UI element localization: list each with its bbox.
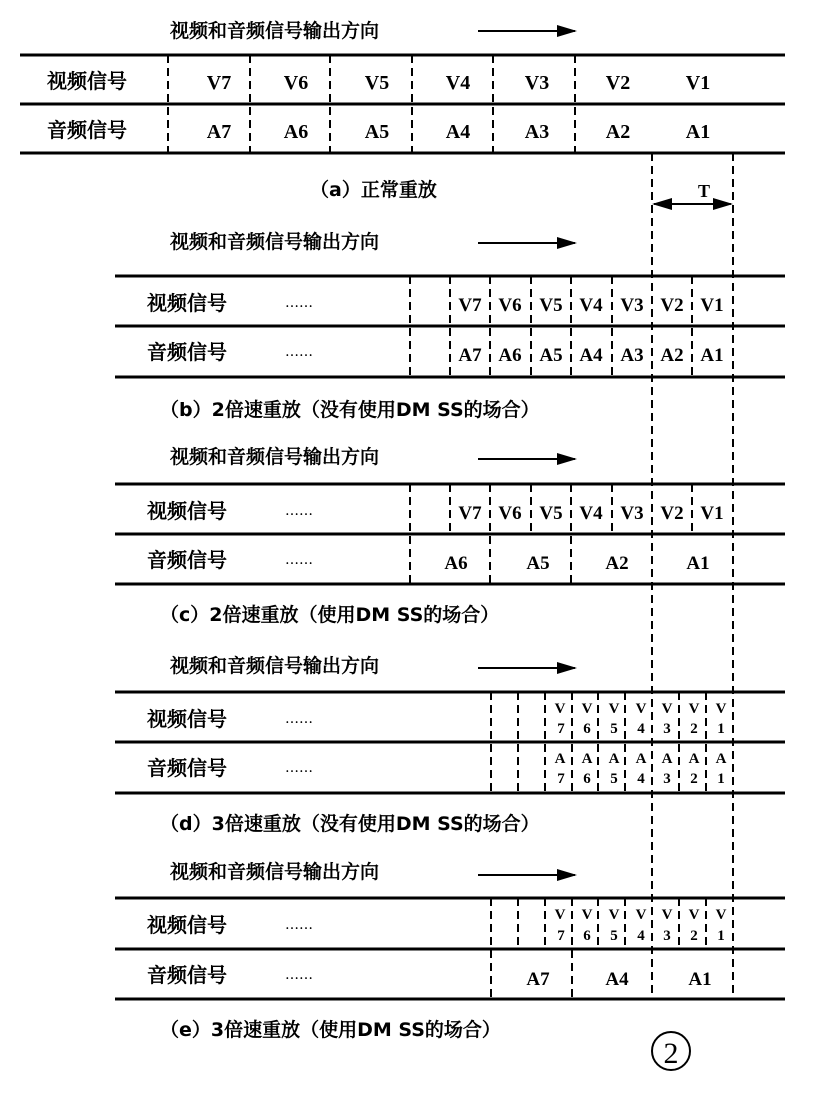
svg-text:V: V: [688, 907, 700, 923]
direction-label: 视频和音频信号输出方向: [170, 20, 380, 42]
svg-text:A1: A1: [686, 553, 710, 574]
svg-text:V5: V5: [539, 503, 563, 524]
row-label-audio: 音频信号: [147, 963, 227, 987]
svg-text:V7: V7: [458, 295, 482, 316]
svg-text:5: 5: [610, 928, 618, 944]
svg-text:7: 7: [557, 721, 565, 737]
row-label-audio: 音频信号: [147, 340, 227, 364]
panel-caption: （a）正常重放: [310, 179, 437, 201]
row-label-video: 视频信号: [147, 913, 227, 937]
svg-text:1: 1: [717, 721, 725, 737]
panel-caption: （b）2倍速重放（没有使用DM SS的场合）: [160, 399, 540, 421]
svg-text:A7: A7: [458, 345, 482, 366]
panel-caption: （d）3倍速重放（没有使用DM SS的场合）: [160, 813, 540, 835]
svg-text:V: V: [554, 701, 566, 717]
svg-text:V7: V7: [458, 503, 482, 524]
svg-text:A6: A6: [444, 553, 468, 574]
svg-text:V: V: [581, 907, 593, 923]
svg-text:V: V: [715, 701, 727, 717]
svg-text:1: 1: [717, 928, 725, 944]
svg-text:V: V: [635, 701, 647, 717]
direction-label: 视频和音频信号输出方向: [170, 231, 380, 253]
cell-audio: A7: [206, 121, 232, 143]
svg-text:V6: V6: [498, 295, 522, 316]
svg-text:A1: A1: [700, 345, 724, 366]
svg-text:7: 7: [557, 928, 565, 944]
cell-audio: A6: [283, 121, 309, 143]
svg-text:A: A: [715, 751, 727, 767]
svg-text:3: 3: [663, 928, 671, 944]
row-label-video: 视频信号: [147, 291, 227, 315]
cell-audio: A3: [524, 121, 550, 143]
svg-text:A4: A4: [605, 969, 629, 990]
svg-text:A1: A1: [688, 969, 712, 990]
ellipsis: ……: [285, 711, 313, 727]
row-label-audio: 音频信号: [147, 756, 227, 780]
svg-text:2: 2: [690, 721, 698, 737]
cell-video: V5: [364, 72, 390, 94]
svg-text:V: V: [608, 907, 620, 923]
svg-text:6: 6: [583, 928, 591, 944]
svg-text:6: 6: [583, 721, 591, 737]
svg-text:V: V: [661, 701, 673, 717]
svg-text:A6: A6: [498, 345, 522, 366]
svg-text:V: V: [608, 701, 620, 717]
svg-text:A: A: [661, 751, 673, 767]
svg-text:V3: V3: [620, 295, 644, 316]
cell-audio: A1: [685, 121, 711, 143]
svg-text:2: 2: [690, 928, 698, 944]
row-label-audio: 音频信号: [147, 548, 227, 572]
panel-d: [115, 654, 785, 835]
panel-d-video-cells: [555, 701, 727, 737]
panel-e-video-cells: [555, 907, 727, 944]
svg-text:5: 5: [610, 771, 618, 787]
cell-video: V4: [445, 72, 471, 94]
cell-audio: A5: [364, 121, 390, 143]
direction-label: 视频和音频信号输出方向: [170, 861, 380, 883]
svg-text:V: V: [688, 701, 700, 717]
svg-text:V1: V1: [700, 503, 724, 524]
row-label-video: 视频信号: [47, 69, 127, 93]
panel-b: [115, 230, 785, 421]
svg-text:V1: V1: [700, 295, 724, 316]
svg-text:A2: A2: [660, 345, 684, 366]
cell-video: V6: [283, 72, 309, 94]
svg-text:7: 7: [557, 771, 565, 787]
row-label-video: 视频信号: [147, 499, 227, 523]
svg-text:A5: A5: [526, 553, 550, 574]
panel-e: [115, 860, 785, 1041]
svg-text:V2: V2: [660, 503, 684, 524]
period-label: T: [697, 181, 711, 201]
svg-text:4: 4: [637, 721, 645, 737]
svg-text:V5: V5: [539, 295, 563, 316]
direction-label: 视频和音频信号输出方向: [170, 446, 380, 468]
ellipsis: ……: [285, 295, 313, 311]
cell-video: V1: [685, 72, 711, 94]
ellipsis: ……: [285, 503, 313, 519]
cell-video: V3: [524, 72, 550, 94]
svg-text:V3: V3: [620, 503, 644, 524]
direction-label: 视频和音频信号输出方向: [170, 655, 380, 677]
svg-text:A: A: [581, 751, 593, 767]
svg-text:V: V: [661, 907, 673, 923]
svg-text:V: V: [715, 907, 727, 923]
ellipsis: ……: [285, 917, 313, 933]
row-label-audio: 音频信号: [47, 118, 127, 142]
svg-text:5: 5: [610, 721, 618, 737]
svg-text:V4: V4: [579, 295, 603, 316]
cell-video: V7: [206, 72, 232, 94]
svg-text:A: A: [688, 751, 700, 767]
figure-number: [652, 1032, 690, 1070]
svg-text:2: 2: [690, 771, 698, 787]
row-label-video: 视频信号: [147, 707, 227, 731]
ellipsis: ……: [285, 760, 313, 776]
svg-text:A5: A5: [539, 345, 563, 366]
svg-text:V: V: [581, 701, 593, 717]
svg-text:A2: A2: [605, 553, 629, 574]
svg-text:V4: V4: [579, 503, 603, 524]
svg-text:A: A: [608, 751, 620, 767]
svg-text:V: V: [554, 907, 566, 923]
ellipsis: ……: [285, 967, 313, 983]
panel-caption: （c）2倍速重放（使用DM SS的场合）: [160, 604, 500, 626]
ellipsis: ……: [285, 344, 313, 360]
svg-text:3: 3: [663, 771, 671, 787]
panel-a: [20, 19, 785, 204]
panel-c: [115, 445, 785, 626]
svg-text:A7: A7: [526, 969, 550, 990]
cell-audio: A4: [445, 121, 471, 143]
svg-text:4: 4: [637, 928, 645, 944]
svg-text:A: A: [554, 751, 566, 767]
panel-d-audio-cells: [555, 751, 727, 787]
panel-caption: （e）3倍速重放（使用DM SS的场合）: [160, 1019, 501, 1041]
svg-text:V6: V6: [498, 503, 522, 524]
svg-text:6: 6: [583, 771, 591, 787]
ellipsis: ……: [285, 552, 313, 568]
svg-text:V: V: [635, 907, 647, 923]
svg-text:2: 2: [663, 1037, 679, 1070]
cell-audio: A2: [605, 121, 631, 143]
svg-text:A3: A3: [620, 345, 644, 366]
svg-text:V2: V2: [660, 295, 684, 316]
svg-text:4: 4: [637, 771, 645, 787]
svg-text:1: 1: [717, 771, 725, 787]
svg-text:3: 3: [663, 721, 671, 737]
svg-text:A: A: [635, 751, 647, 767]
cell-video: V2: [605, 72, 631, 94]
svg-text:A4: A4: [579, 345, 603, 366]
